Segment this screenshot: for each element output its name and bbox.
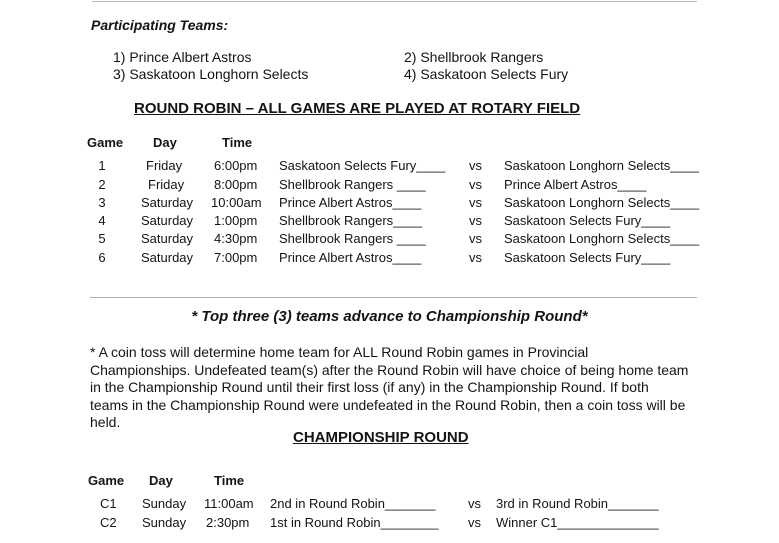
- rr-header-day: Day: [153, 135, 177, 150]
- rr-day: Saturday: [141, 250, 194, 265]
- ch-header-game: Game: [88, 473, 125, 488]
- rr-team-a: Shellbrook Rangers ____: [279, 231, 426, 246]
- advance-note: * Top three (3) teams advance to Championship Round*: [191, 308, 588, 325]
- rr-vs: vs: [469, 195, 482, 210]
- rr-day: Saturday: [141, 195, 194, 210]
- rr-vs: vs: [469, 213, 482, 228]
- rr-team-a: Shellbrook Rangers ____: [279, 177, 426, 192]
- ch-vs: vs: [468, 496, 481, 511]
- ch-game-number: C2: [100, 515, 117, 530]
- rr-team-b: Saskatoon Longhorn Selects____: [504, 158, 700, 173]
- rr-day: Saturday: [141, 213, 194, 228]
- ch-header-day: Day: [149, 473, 173, 488]
- round-robin-title: ROUND ROBIN – ALL GAMES ARE PLAYED AT ROTARY FIELD: [134, 100, 581, 117]
- rr-header-time: Time: [222, 135, 253, 150]
- ch-team-a: 1st in Round Robin________: [270, 515, 439, 530]
- ch-game-number: C1: [100, 496, 117, 511]
- rr-team-a: Prince Albert Astros____: [279, 195, 422, 210]
- coin-toss-note: * A coin toss will determine home team for ALL Round Robin games in Provincial Championships. Undefeated team(s) after the Round Robin will have choice of being home team in the Championship Round until their first loss (if any) in the Championship Round. If both teams in the Championship Round were undefeated in the Round Robin, then a coin toss will be held.: [90, 344, 689, 430]
- rr-game-number: 5: [98, 231, 106, 246]
- rr-time: 10:00am: [211, 195, 262, 210]
- team-4: 4) Saskatoon Selects Fury: [404, 66, 569, 82]
- team-2: 2) Shellbrook Rangers: [404, 49, 544, 65]
- ch-team-b: 3rd in Round Robin_______: [496, 496, 659, 511]
- rr-vs: vs: [469, 177, 482, 192]
- rr-team-a: Shellbrook Rangers____: [279, 213, 423, 228]
- rr-day: Friday: [148, 177, 185, 192]
- rr-team-a: Prince Albert Astros____: [279, 250, 422, 265]
- rr-time: 4:30pm: [214, 231, 258, 246]
- team-3: 3) Saskatoon Longhorn Selects: [113, 66, 309, 82]
- section-divider: [90, 297, 697, 298]
- rr-time: 7:00pm: [214, 250, 258, 265]
- ch-day: Sunday: [142, 496, 187, 511]
- rr-vs: vs: [469, 158, 482, 173]
- rr-vs: vs: [469, 231, 482, 246]
- rr-team-b: Saskatoon Selects Fury____: [504, 250, 671, 265]
- rr-team-b: Saskatoon Selects Fury____: [504, 213, 671, 228]
- team-1: 1) Prince Albert Astros: [113, 49, 252, 65]
- rr-team-b: Saskatoon Longhorn Selects____: [504, 195, 700, 210]
- rr-header-game: Game: [87, 135, 124, 150]
- rr-game-number: 3: [98, 195, 106, 210]
- rr-game-number: 4: [98, 213, 106, 228]
- rr-vs: vs: [469, 250, 482, 265]
- rr-team-a: Saskatoon Selects Fury____: [279, 158, 446, 173]
- ch-time: 11:00am: [204, 496, 254, 511]
- rr-team-b: Saskatoon Longhorn Selects____: [504, 231, 700, 246]
- rr-time: 1:00pm: [214, 213, 258, 228]
- rr-game-number: 6: [98, 250, 106, 265]
- ch-team-a: 2nd in Round Robin_______: [270, 496, 436, 511]
- rr-time: 6:00pm: [214, 158, 258, 173]
- ch-day: Sunday: [142, 515, 187, 530]
- rr-team-b: Prince Albert Astros____: [504, 177, 647, 192]
- rr-day: Friday: [146, 158, 183, 173]
- rr-day: Saturday: [141, 231, 194, 246]
- top-divider: [92, 1, 697, 2]
- ch-time: 2:30pm: [206, 515, 250, 530]
- ch-team-b: Winner C1______________: [496, 515, 659, 530]
- rr-game-number: 2: [98, 177, 106, 192]
- ch-vs: vs: [468, 515, 481, 530]
- rr-game-number: 1: [98, 158, 106, 173]
- teams-heading: Participating Teams:: [91, 17, 229, 33]
- rr-time: 8:00pm: [214, 177, 258, 192]
- ch-header-time: Time: [214, 473, 245, 488]
- championship-title: CHAMPIONSHIP ROUND: [293, 429, 469, 446]
